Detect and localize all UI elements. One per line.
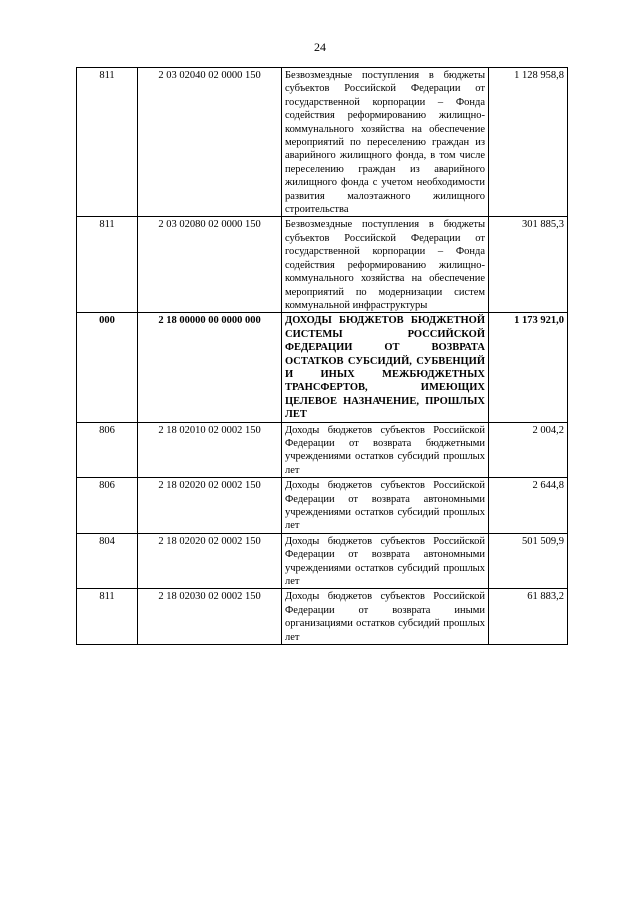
budget-code-cell: 2 18 02020 02 0002 150 bbox=[138, 478, 282, 534]
admin-code-cell: 811 bbox=[77, 68, 138, 217]
revenue-name-cell: ДОХОДЫ БЮДЖЕТОВ БЮДЖЕТНОЙ СИСТЕМЫ РОССИЙСКОЙ ФЕДЕРАЦИИ ОТ ВОЗВРАТА ОСТАТКОВ СУБСИДИЙ, СУБВЕНЦИЙ И ИНЫХ МЕЖБЮДЖЕТНЫХ ТРАНСФЕРТОВ, ИМЕЮЩИХ ЦЕЛЕВОЕ НАЗНАЧЕНИЕ, ПРОШЛЫХ ЛЕТ bbox=[282, 313, 489, 422]
budget-code-cell: 2 18 02030 02 0002 150 bbox=[138, 589, 282, 645]
admin-code-cell: 811 bbox=[77, 217, 138, 313]
amount-cell: 501 509,9 bbox=[489, 533, 568, 589]
budget-code-cell: 2 03 02080 02 0000 150 bbox=[138, 217, 282, 313]
budget-code-cell: 2 03 02040 02 0000 150 bbox=[138, 68, 282, 217]
table-row bbox=[77, 68, 568, 217]
amount-cell: 2 644,8 bbox=[489, 478, 568, 534]
revenue-name-cell: Доходы бюджетов субъектов Российской Федерации от возврата автономными учреждениями остатков субсидий прошлых лет bbox=[282, 478, 489, 534]
table-row bbox=[77, 589, 568, 645]
amount-cell: 61 883,2 bbox=[489, 589, 568, 645]
admin-code-cell: 811 bbox=[77, 589, 138, 645]
budget-code-cell: 2 18 00000 00 0000 000 bbox=[138, 313, 282, 422]
admin-code-cell: 804 bbox=[77, 533, 138, 589]
table-row bbox=[77, 533, 568, 589]
amount-cell: 301 885,3 bbox=[489, 217, 568, 313]
table-row bbox=[77, 217, 568, 313]
admin-code-cell: 806 bbox=[77, 422, 138, 478]
admin-code-cell: 000 bbox=[77, 313, 138, 422]
revenue-name-cell: Доходы бюджетов субъектов Российской Федерации от возврата иными организациями остатков субсидий прошлых лет bbox=[282, 589, 489, 645]
table-row bbox=[77, 422, 568, 478]
amount-cell: 1 128 958,8 bbox=[489, 68, 568, 217]
revenue-name-cell: Безвозмездные поступления в бюджеты субъектов Российской Федерации от государственной корпорации – Фонда содействия реформированию жилищно-коммунального хозяйства на обеспечение мероприятий по переселению граждан из аварийного жилищного фонда, в том числе переселению граждан из аварийного жилищного фонда с учетом необходимости развития малоэтажного жилищного строительства bbox=[282, 68, 489, 217]
revenue-table bbox=[76, 67, 568, 645]
amount-cell: 2 004,2 bbox=[489, 422, 568, 478]
revenue-name-cell: Доходы бюджетов субъектов Российской Федерации от возврата автономными учреждениями остатков субсидий прошлых лет bbox=[282, 533, 489, 589]
budget-code-cell: 2 18 02020 02 0002 150 bbox=[138, 533, 282, 589]
amount-cell: 1 173 921,0 bbox=[489, 313, 568, 422]
table-row bbox=[77, 478, 568, 534]
admin-code-cell: 806 bbox=[77, 478, 138, 534]
page-number: 24 bbox=[314, 40, 326, 54]
revenue-name-cell: Доходы бюджетов субъектов Российской Федерации от возврата бюджетными учреждениями остатков субсидий прошлых лет bbox=[282, 422, 489, 478]
table-row-total bbox=[77, 313, 568, 422]
budget-code-cell: 2 18 02010 02 0002 150 bbox=[138, 422, 282, 478]
revenue-name-cell: Безвозмездные поступления в бюджеты субъектов Российской Федерации от государственной корпорации – Фонда содействия реформированию жилищно-коммунального хозяйства на обеспечение мероприятий по модернизации систем коммунальной инфраструктуры bbox=[282, 217, 489, 313]
